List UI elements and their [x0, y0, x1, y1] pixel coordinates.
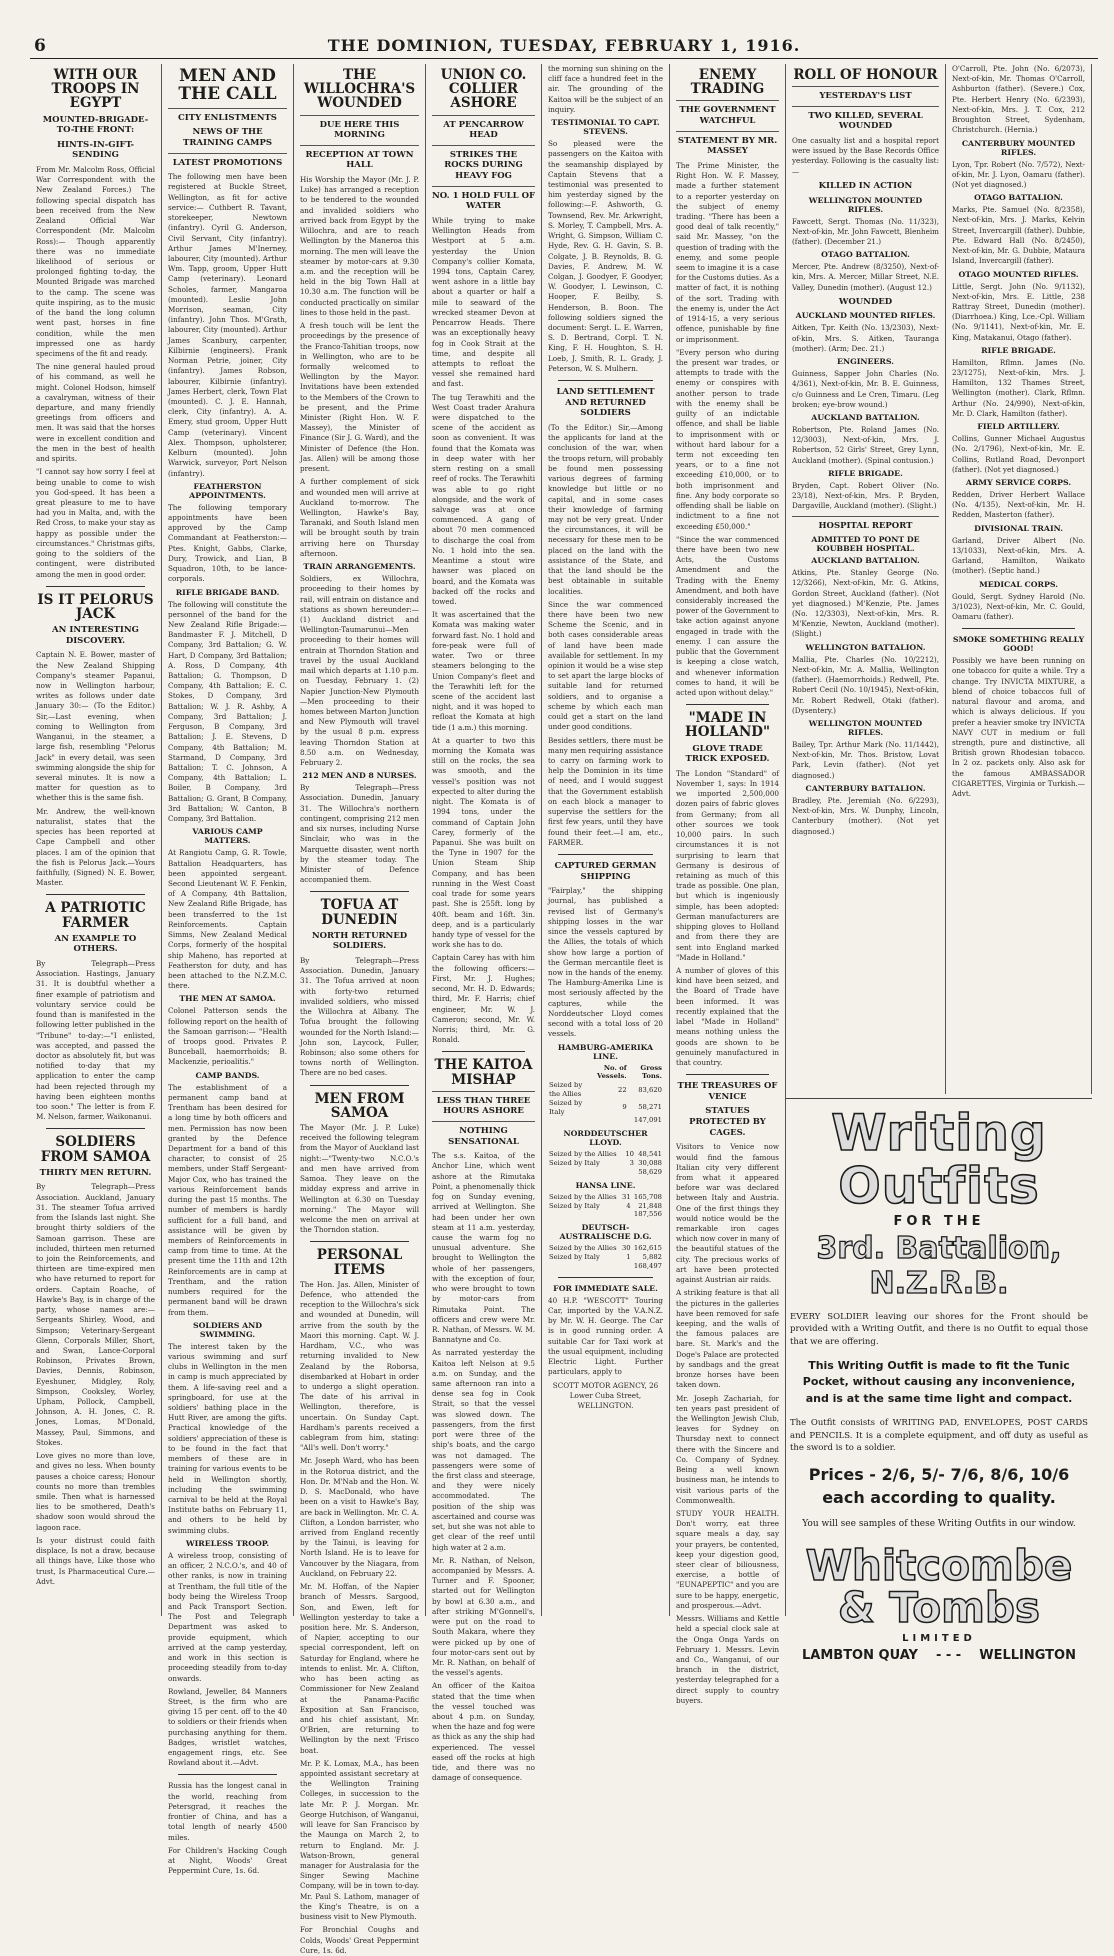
article-text: the morning sun shining on the cliff face a hundred feet in the air. The grounding of the Kaitoa will be the subject of an inquiry.: [548, 64, 663, 114]
subhead: NO. 1 HOLD FULL OF WATER: [432, 186, 535, 212]
article-text: The Hon. Jas. Allen, Minister of Defence, who attended the reception to the Willochra's sick and wounded at Dunedin, will arrive from the south by the Maori this morning. Capt. W. J. Hardham, V.C., who was returning invalided to New Zealand by the Roborsa, disembarked at Hobart in order to undergo a slight operation. The date of his arrival in Wellington, therefore, is uncertain. On Sunday Capt. Hardham's parents received a cablegram from him, stating: "All's well. Don't worry.": [300, 1279, 419, 1453]
article-text: A fresh touch will be lent the proceedings by the presence of the Franco-Tahitian troops, now in Wellington, who are to be formally welcomed to Wellington by the Mayor. Invitations have been extended to the Members of the Crown to be present, and the Prime Minister (Right Hon. W. F. Massey), the Minister of Finance (Sir J. G. Ward), and the Minister of Defence (the Hon. Jas. Allen) will be among those present.: [300, 321, 419, 474]
divider: [558, 854, 653, 855]
unit-heading: AUCKLAND BATTALION.: [811, 556, 920, 566]
table-cell: Seized by the Allies: [549, 1081, 583, 1098]
subhead: STRIKES THE ROCKS DURING HEAVY FOG: [432, 145, 535, 182]
table-cell: 162,615: [633, 1244, 662, 1253]
article-text: The s.s. Kaitoa, of the Anchor Line, which went ashore at the Rimutaka Point, a phenomenally thick fog on Sunday evening, arrived at Wellington. She had been under her own steam at 11 a.m. yesterday, cause the warm fog no unusual adventure. She brought to Wellington the whole of her passengers, with the exception of four, who were brought to town by motor-cars from Rimutaka Point. The officers and crew were Mr. R. Nathan, of Messrs. W. M. Bannatyne and Co.: [432, 1151, 535, 1345]
casualty-entry: Marks, Pte. Samuel (No. 8/2358), Next-of-kin, Mrs. J. Marks, Kelvin Street, Invercargill (father). Dubbie, Pte. Edward Hall (No. 8/2450), Next-of-kin, Mr. G. Dubbie, Mataura Island, Invercargill (father).: [952, 205, 1085, 266]
article-text: The nine general hauled proud of his command, as well he might. Colonel Hodson, himself a cavalryman, witness of their departure, and many friendly greetings from officers and men. It was said that the horses were in excellent condition and the men in the best of health and spirits.: [36, 362, 155, 464]
unit-heading: RIFLE BRIGADE.: [981, 345, 1056, 355]
ad-text: The Outfit consists of WRITING PAD, ENVELOPES, POST CARDS and PENCILS. It is a complete equipment, and off duty as useful as the sword is to a soldier.: [790, 1418, 1088, 1454]
casualty-entry: Mercer, Pte. Andrew (8/3250), Next-of-kin, Mrs. A. Mercer, Millar Street, N.E. Valley, Dunedin (mother). (August 12.): [792, 262, 939, 292]
article-text: From Mr. Malcolm Ross, Official War Correspondent with the New Zealand Forces.) The following special dispatch has been received from the New Zealand Official War Correspondent (Mr. Malcolm Ross):— Though apparently there was no immediate likelihood of serious or prolonged fighting to-day, the Mounted Brigade was marched to the camp. The scene was quite inspiring, as to the music of the band the long column went past, horses in fine condition, while the men impressed one as hardy specimens of the fit and ready.: [36, 165, 155, 358]
subhead: LATEST PROMOTIONS: [168, 153, 287, 169]
shipping-table-australische: [548, 1244, 663, 1270]
article-text: The following will constitute the personnel of the band for the New Zealand Rifle Brigade:—Bandmaster F. J. Mitchell, D Company, 3rd Battalion; G. W. Hart, D Company, 3rd Battalion; A. Ross, D Company, 4th Battalion; G. Thompson, D Company, 4th Battalion; E. C. Stokes, D Company, 3rd Battalion; W. J. R. Ashby, A Company, 3rd Battalion; J. Ferguson, B Company, 3rd Battalion; J. E. Stevens, D Company, 4th Battalion; M. Starmand, D Company, 3rd Battalion; T. C. Johnson, A Company, 4th Battalion; L. Boiler, B Company, 3rd Battalion; G. Grant, B Company, 3rd Battalion; W. Canton, B Company, 3rd Battalion.: [168, 599, 287, 824]
table-cell: 58,629: [638, 1167, 662, 1176]
divider: [686, 704, 769, 705]
subhead: YESTERDAY'S LIST: [792, 86, 939, 102]
article-text: A wireless troop, consisting of an officer, 2 N.C.O.'s, and 40 of other ranks, is now in training at Trentham, the full title of the body being the Wireless Troop and Pack Transport Section. The Post and Telegraph Department was asked to provide equipment, which arrived at the camp yesterday, and work in this section is proceeding steadily from to-day onwards.: [168, 1550, 287, 1683]
table-cell: 30,088: [638, 1159, 662, 1168]
unit-heading: MEDICAL CORPS.: [979, 579, 1058, 589]
subhead: CITY ENLISTMENTS: [168, 108, 287, 124]
casualty-entry: Lyon, Tpr. Robert (No. 7/572), Next-of-kin, Mr. J. Lyon, Oamaru (father). (Not yet diagnosed.): [952, 159, 1085, 189]
section-heading: THE MEN AT SAMOA.: [179, 994, 276, 1004]
unit-heading: AUCKLAND MOUNTED RIFLES.: [795, 311, 936, 321]
divider: [558, 1277, 653, 1278]
headline-collier-ashore: UNION CO. COLLIER ASHORE: [440, 67, 527, 112]
article-text: Since the war commenced there have been two new Scheme the Scenic, and in both cases considerable areas of land have been made available for settlement. In my opinion it would be a wise step to set apart the large blocks of suitable land for returned soldiers, and to organise a scheme by which each man could get a start on the land under good conditions.: [548, 599, 663, 732]
subhead: TWO KILLED, SEVERAL WOUNDED: [792, 106, 939, 132]
table-cell: 3: [629, 1159, 634, 1168]
unit-heading: CANTERBURY MOUNTED RIFLES.: [961, 138, 1076, 157]
subhead: THIRTY MEN RETURN.: [39, 1167, 152, 1178]
column-4: [426, 64, 542, 1783]
advertisement-text: Rowland, Jeweller, 84 Manners Street, is the firm who are giving 15 per cent. off to the 40 to soldiers or their friends when purchasing anything for them. Badges, wristlet watches, engagement rings, etc. See Rowland about it.—Advt.: [168, 1686, 287, 1768]
table-cell: 5,882: [642, 1253, 662, 1262]
headline-kaitoa-mishap: THE KAITOA MISHAP: [434, 1057, 533, 1088]
article-text: Russia has the longest canal in the world, reaching from Petersgrad, it reaches the frontier of China, and has a total length of nearly 4500 miles.: [168, 1781, 287, 1842]
table-cell: 48,541: [638, 1150, 662, 1159]
section-heading: TRAIN ARRANGEMENTS.: [303, 562, 416, 572]
subhead: HINTS-IN-GIFT-SENDING: [56, 139, 135, 161]
tobacco-ad-heading: SMOKE SOMETHING REALLY GOOD!: [952, 635, 1085, 654]
section-heading: FEATHERSTON APPOINTMENTS.: [189, 481, 266, 500]
casualty-entry: Hamilton, Rflmn. James (No. 23/1275), Next-of-kin, Mrs. J. Hamilton, 132 Thames Street, Wellington (mother). Clark, Rflmn. Arthur (No. 24/990), Next-of-kin, Mr. D. Clark, Hamilton (father).: [952, 357, 1085, 418]
ad-address-street: LAMBTON QUAY: [802, 1648, 918, 1664]
article-text: Colonel Patterson sends the following report on the health of the Samoan garrison:— "Health of troops good. Privates P. Bunceball, haemorrhoids; B. Mackenzie, perioalitis.": [168, 1006, 287, 1067]
divider: [442, 1051, 525, 1052]
subhead: LAND SETTLEMENT AND RETURNED SOLDIERS: [556, 387, 655, 419]
article-text: By Telegraph—Press Association. Auckland, January 31. The steamer Tofua arrived from the Islands last night. She brought thirty soldiers of the Samoan garrison. These are included, thirteen men returned to join the Reinforcements, and thirteen are time-expired men who have returned to report for orders. Captain Roache, of Hawke's Bay, is in charge of the party, whose names are:—Sergeants Shirley, Wood, and Simpson; Veterinary-Sergeant Glenn, Corporals Miller, Short, and Swan, Lance-Corporal Robinson, Privates Brown, Davies, Dennis, Robinson, Eyeshuner, Midgley, Roly, Simpson, Cooksley, Worley, Upham, Pollock, Campbell, Johnson, A. H. Jones, C. R. Jones, Lomas, M'Donald, Massey, Paul, Simmons, and Stokes.: [36, 1182, 155, 1447]
section-heading: TESTIMONIAL TO CAPT. STEVENS.: [551, 118, 660, 137]
article-text: A further complement of sick and wounded men will arrive at Auckland to-morrow. The Wellington, Hawke's Bay, Taranaki, and South Island men will be brought south by train arriving here on Thursday afternoon.: [300, 477, 419, 558]
table-title: NORDDEUTSCHER LLOYD.: [563, 1129, 648, 1148]
subhead: STATUES PROTECTED BY CAGES.: [689, 1106, 766, 1138]
article-text: His Worship the Mayor (Mr. J. P. Luke) has arranged a reception to be tendered to the wounded and invalided soldiers who arrived back from Egypt by the Willochra, and are to reach Wellington by the Maneroa this morning. The men will leave the steamer by motor-cars at 9.30 a.m. and the reception will be held in the big Town Hall at 10.30 a.m. The function will be conducted practically on similar lines to those held in the past.: [300, 175, 419, 317]
unit-heading: ENGINEERS.: [837, 357, 894, 367]
article-text: "Since the war commenced there have been two new Acts, the Customs Amendment and the Trading with the Enemy Amendment, and both have considerably increased the power of the Government to take action against anyone engaged in trade with the enemy. I can assure the public that the Government is keeping a close watch, and whenever information comes to hand, it will be acted upon without delay.": [676, 534, 779, 697]
subhead: NOTHING SENSATIONAL: [432, 1121, 535, 1147]
article-text: At Rangiotu Camp, G. R. Towle, Battalion Headquarters, has been appointed sergeant. Second Lieutenant W. F. Fenkin, of A Company, 4th Battalion, New Zealand Rifle Brigade, has been transferred to the 1st Reinforcements. Captain Simms, New Zealand Medical Corps, formerly of the hospital ship Maheno, has reported at Featherston for duty, and has been attached to the N.Z.M.C. there.: [168, 848, 287, 991]
subhead: CAPTURED GERMAN SHIPPING: [554, 860, 657, 882]
advertisement-text: Love gives no more than love, and gives no less. When bounty pauses a choice caress; Honour counts no more than trembles smile. Then what is harnessed lies to be smothered, Death's shadow soon would shroud the lagoon race.: [36, 1451, 155, 1532]
divider: [962, 628, 1075, 629]
section-heading: HOSPITAL REPORT: [792, 516, 939, 532]
article-text: The London "Standard" of November 1, says: In 1914 we imported 2,500,000 dozen pairs of fabric gloves from Germany; from all other sources we took 10,000 pairs. In such circumstances it is not surprising to learn that Germany is desirous of retaining as much of this trade as possible. One plan, but which is ingeniously simple, has been adopted: German manufacturers are shipping gloves to Holland and from there they are sent into England marked "Made in Holland.": [676, 768, 779, 962]
ad-firm-name: Whitcombe & Tombs: [805, 1541, 1073, 1633]
table-cell: Seized by the Allies: [549, 1244, 617, 1253]
article-text: "Every person who during the present war trades, or attempts to trade with the enemy or conspires with another person to trade with the enemy shall be guilty of an indictable offence, and shall be liable to imprisonment with or without hard labour for a term not exceeding ten years, or to a fine not exceeding £10,000, or to both imprisonment and fine. Any body corporate so offending shall be liable on indictment to a fine not exceeding £50,000.": [676, 347, 779, 531]
article-text: Besides settlers, there must be many men requiring assistance to carry on farming work to help the Dominion in its time of need, and I would suggest that the Government establish on each block a manager to supervise the settlers for the first few years, until they have found their feet.—I am, etc., FARMER.: [548, 735, 663, 847]
table-cell: [623, 1168, 635, 1177]
article-text: By Telegraph—Press Association. Hastings, January 31. It is doubtful whether a finer example of patriotism and voluntary service could be found than is manifested in the following letter published in the "Tribune" to-day:—"I enlisted, was accepted, and passed the doctor as absolutely fit, but was notified to-day that my application to enter the camp had been rejected through my having been eighteen months too soon." The letter is from F. M. Nelson, farmer, Waikonanui.: [36, 958, 155, 1122]
unit-heading: OTAGO MOUNTED RIFLES.: [958, 269, 1079, 279]
unit-heading: DIVISIONAL TRAIN.: [974, 523, 1063, 533]
headline-willochra-wounded: THE WILLOCHRA'S WOUNDED: [303, 67, 416, 112]
divider: [310, 1085, 409, 1086]
article-text: At a quarter to two this morning the Komata was still on the rocks, the sea was smooth, and the vessel's position was not expected to alter during the night. The Komata is of 1994 tons, under the command of Captain John Carey, formerly of the Papanui. She was built on the Tyne in 1907 for the Union Steam Ship Company, and has been running in the West Coast coal trade for some years past. She is 255ft. long by 40ft. beam and 16ft. 3in. deep, and is a particularly handy type of vessel for the work she has to do.: [432, 735, 535, 950]
article-text: (To the Editor.) Sir,—Among the applicants for land at the conclusion of the war, when the troops return, will probably be found men possessing various degrees of farming knowledge but little or no capital, and in some cases their knowledge of farming may not be very great. Under the circumstances, it will be necessary for these men to be placed on the land with the assistance of the State, and that the land should be the best obtainable in suitable localities.: [548, 423, 663, 596]
table-header: No. of Vessels.: [596, 1063, 627, 1081]
ad-unit: 3rd. Battalion, N.Z.R.B.: [816, 1231, 1062, 1301]
article-text: A number of gloves of this kind have been seized, and the Board of Trade have been informed. It was recently explained that the label "Made in Holland" means nothing unless the goods are shown to be genuinely manufactured in that country.: [676, 965, 779, 1067]
column-1: [30, 64, 162, 1616]
table-cell: 9: [622, 1103, 627, 1112]
column-5: [542, 64, 670, 1616]
unit-heading: RIFLE BRIGADE.: [828, 468, 903, 478]
article-text: The tug Terawhiti and the West Coast trader Arahura were dispatched to the scene of the accident as soon as convenient. It was found that the Komata was in deep water with her stern resting on a small reef of rocks. The Terawhiti was able to go right alongside, and the work of salvage was at once commenced. A gang of about 70 men commenced to discharge the coal from No. 1 hold into the sea. Meantime a stout wire hawser was placed on board, and the Komata was backed off the rocks and towed.: [432, 392, 535, 606]
table-cell: Seized by Italy: [549, 1253, 600, 1262]
shipping-table-lloyd: [548, 1150, 663, 1176]
casualty-entry: Collins, Gunner Michael Augustus (No. 2/1796), Next-of-kin, Mr. E. Collins, Rutland Road, Devonport (father). (Not yet diagnosed.): [952, 434, 1085, 474]
table-cell: [548, 1210, 621, 1219]
subhead: AN INTERESTING DISCOVERY.: [52, 625, 139, 646]
shipping-table-hansa: [548, 1193, 663, 1219]
unit-heading: WELLINGTON MOUNTED RIFLES.: [808, 195, 923, 214]
headline-treasures-venice: THE TREASURES OF VENICE: [677, 1081, 778, 1102]
unit-heading: AUCKLAND BATTALION.: [811, 413, 920, 423]
article-text: A striking feature is that all the pictures in the galleries have been removed for safe keeping, and the walls of the famous palaces are bare. St. Mark's and the Doge's Palace are protected by sandbags and the great bronze horses have been taken down.: [676, 1288, 779, 1390]
casualty-entry: Robertson, Pte. Roland James (No. 12/3003), Next-of-kin, Mrs. J. Robertson, 52 Girls' Street, Grey Lynn, Auckland (mother). (Spinal contusion.): [792, 425, 939, 465]
divider: [310, 891, 409, 892]
headline-pelorus-jack: IS IT PELORUS JACK: [37, 591, 154, 622]
section-heading: CAMP BANDS.: [195, 1070, 260, 1080]
table-cell: Seized by Italy: [549, 1098, 583, 1116]
table-cell: 58,271: [638, 1103, 662, 1112]
table-cell: 22: [618, 1085, 627, 1094]
section-heading: RIFLE BRIGADE BAND.: [175, 587, 280, 597]
section-heading: SOLDIERS AND SWIMMING.: [192, 1320, 263, 1339]
article-text: While trying to make Wellington Heads from Westport at 5 a.m. yesterday the Union Company's collier Komata, 1994 tons, Captain Carey, went ashore in a little bay about a quarter or half a mile to seaward of the wrecked steamer Devon at Pencarrow Heads. There was an exceptionally heavy fog in Cook Strait at the time, and despite all attempts to refloat the vessel she remained hard and fast.: [432, 215, 535, 389]
table-cell: 168,497: [633, 1261, 662, 1270]
table-cell: 21,848: [638, 1201, 662, 1210]
casualty-entry: Redden, Driver Herbert Wallace (No. 4/135), Next-of-kin, Mr. H. Redden, Masterton (father).: [952, 490, 1085, 520]
subhead: AN EXAMPLE TO OTHERS.: [54, 933, 137, 955]
article-text: Mr. Joseph Zachariah, for ten years past president of the Wellington Jewish Club, leaves for Sydney on Thursday next to connect there with the Sincere and Co. Company of Sydney. Being a well known business man, he intends to visit various parts of the Commonwealth.: [676, 1393, 779, 1505]
subhead: NORTH RETURNED SOLDIERS.: [311, 930, 408, 952]
article-text: It was ascertained that the Komata was making water forward fast. No. 1 hold and fore-peak were full of water. Two or three steamers belonging to the Union Company's fleet and the Terawhiti left for the scene of the accident last night, and it was hoped to refloat the Komata at high tide (1 a.m.) this morning.: [432, 610, 535, 732]
table-cell: Seized by the Allies: [549, 1150, 617, 1159]
casualty-entry: Mallia, Pte. Charles (No. 10/2212), Next-of-kin, Mr. A. Mallia, Wellington (father). (Haemorrhoids.) Redwell, Pte. Robert Cecil (No. 10/1945), Next-of-kin, Mr. Robert Redwell, Otaki (father). (Dysentery.): [792, 654, 939, 715]
advertisement-address: SCOTT MOTOR AGENCY, 26 Lower Cuba Street, WELLINGTON.: [552, 1380, 659, 1410]
headline-roll-of-honour: ROLL OF HONOUR: [793, 67, 938, 83]
casualty-entry: Aitken, Tpr. Keith (No. 13/2303), Next-of-kin, Mrs. S. Aitken, Tauranga (mother). (Arm; Dec. 21.): [792, 323, 939, 353]
headline-tofua-dunedin: TOFUA AT DUNEDIN: [320, 897, 399, 928]
subhead: THE GOVERNMENT WATCHFUL: [676, 100, 779, 126]
article-text: Mr. P. K. Lomax, M.A., has been appointed assistant secretary at the Wellington Training Colleges, in succession to the late Mr. P. J. Morgan. Mr. George Hutchison, of Wanganui, will leave for San Francisco by the Maunga on March 2, to return to England. Mr. J. Watson-Brown, general manager for Australasia for the Singer Sewing Machine Company, will be in town to-day. Mr. Paul S. Lathom, manager of the King's Theatre, is on a business visit to New Plymouth.: [300, 1758, 419, 1922]
headline-personal-items: PERSONAL ITEMS: [316, 1247, 403, 1278]
article-text: Mr. M. Hoffan, of the Napier branch of Messrs. Sargood, Son, and Ewen, left for Wellington yesterday to take a position here. Mr. S. Anderson, of Napier, accepting to our special correspondent, left on Saturday for England, where he intends to enlist. Mr. A. Clifton, who has been acting as Commissioner for New Zealand at the Panama-Pacific Exposition at San Francisco, and his chief assistant, Mr. O'Brien, are returning to Wellington by the next 'Frisco boat.: [300, 1582, 419, 1755]
article-text: By Telegraph—Press Association. Dunedin, January 31. The Tofua arrived at noon with forty-two returned invalided soldiers, who missed the Willochra at Albany. The Tofua brought the following wounded for the North Island:—John son, Laycock, Fuller, Robinson; also some others for towns north of Wellington. There are no bed cases.: [300, 956, 419, 1078]
article-text: The Mayor (Mr. J. P. Luke) received the following telegram from the Mayor of Auckland last night:—"Twenty-two N.C.O.'s and men have arrived from Samoa. They leave on the midday express and arrive in Wellington at 6.30 on Tuesday morning." The Mayor will welcome the men on arrival at the Thorndon station.: [300, 1123, 419, 1235]
article-text: An officer of the Kaitoa stated that the time when the vessel touched was about 4 p.m. on Sunday, when the haze and fog were as thick as any the ship had experienced. The vessel eased off the rocks at high tide, and there was no damage of consequence.: [432, 1681, 536, 1783]
table-cell: [548, 1262, 621, 1271]
article-text: Soldiers, ex Willochra, proceeding to their homes by rail, will entrain on distance and stations as shown hereunder:—(1) Auckland district and Wellington-Taumarunui—Men proceeding to their homes will entrain at Thorndon Station and travel by the usual Auckland mail which departs at 1.10 p.m. on Tuesday, February 1. (2) Napier Junction-New Plymouth—Men proceeding to their homes between Marton Junction and New Plymouth will travel by the usual 8 p.m. express leaving Thorndon Station at 8.50 a.m. on Wednesday, February 2.: [300, 574, 419, 768]
ad-title: Writing Outfits: [831, 1104, 1047, 1215]
subhead: DUE HERE THIS MORNING: [300, 115, 419, 141]
table-cell: 31: [621, 1192, 631, 1201]
unit-heading: WELLINGTON MOUNTED RIFLES.: [808, 719, 923, 738]
section-heading: WOUNDED: [838, 296, 893, 307]
table-cell: Seized by the Allies: [549, 1192, 617, 1201]
ad-samples: You will see samples of these Writing Outfits in our window.: [802, 1519, 1076, 1530]
divider: [46, 586, 145, 587]
unit-heading: OTAGO BATTALION.: [974, 193, 1063, 203]
article-text: Messrs. Williams and Kettle held a special clock sale at the Onga Onga Yards on February 1. Messrs. Levin and Co., Wanganui, of our branch in the district, yesterday telegraphed for a direct supply to country buyers.: [676, 1614, 779, 1705]
headline-men-from-samoa: MEN FROM SAMOA: [314, 1090, 405, 1121]
divider: [46, 1128, 145, 1129]
table-cell: 165,708: [633, 1192, 662, 1201]
article-text: The following temporary appointments have been approved by the Camp Commandant at Featherston:—Ptes. Knight, Gabbs, Clarke, Dury, Trowick, and Lian, B Squadron, 10th, to be lance-corporals.: [168, 502, 287, 584]
column-7: [786, 64, 946, 1094]
casualty-entry: Bryden, Capt. Robert Oliver (No. 23/18), Next-of-kin, Mrs. P. Bryden, Dargaville, Auckland (mother). (Slight.): [792, 480, 939, 511]
article-text: Captain Carey has with him the following officers:—First, Mr. J. Hughes; second, Mr. H. D. Edwards; third, Mr. F. Harris; chief engineer, Mr. W. J. Cameron; second, Mr. W. Norris; third, Mr. G. Ronald.: [432, 953, 535, 1045]
advertisement-text: For Bronchial Coughs and Colds, Woods' Great Peppermint Cure, 1s. 6d.: [300, 1925, 419, 1955]
column-3: [294, 64, 426, 1955]
table-cell: Seized by Italy: [549, 1159, 600, 1168]
divider: [310, 1241, 409, 1242]
unit-heading: CANTERBURY BATTALION.: [805, 783, 926, 793]
table-title: DEUTSCH-AUSTRALISCHE D.G.: [559, 1223, 652, 1242]
table-cell: 30: [621, 1244, 631, 1253]
article-text: Mr. R. Nathan, of Nelson, accompanied by Messrs. A. Turner and F. Spooner, started out for Wellington by bowl at 6.30 a.m., and after striking M'Gonnell's, were put on the road to South Makara, where they were picked up by one of four motor-cars sent out by Mr. R. Nathan, on behalf of the vessel's agents.: [432, 1555, 535, 1678]
ad-text: EVERY SOLDIER leaving our shores for the Front should be provided with a Writing Outfit, and there is no Outfit to equal those that we are offering.: [790, 1312, 1088, 1347]
section-heading: WIRELESS TROOP.: [185, 1538, 270, 1548]
headline-troops-egypt: WITH OUR TROOPS IN EGYPT: [51, 67, 140, 112]
section-heading: 212 MEN AND 8 NURSES.: [302, 771, 417, 781]
subhead: AT PENCARROW HEAD: [432, 115, 535, 141]
ad-limited: LIMITED: [902, 1633, 976, 1645]
advertisement-text: Is your distrust could faith displace, Is not a draw, because all things have, Like those who trust, Is Pharmaceutical Cure.—Advt.: [36, 1535, 155, 1586]
table-cell: 1: [626, 1253, 631, 1262]
column-8: [946, 64, 1092, 1094]
ad-for: FOR THE: [893, 1214, 985, 1229]
table-cell: 4: [626, 1201, 631, 1210]
table-header: Gross Tons.: [640, 1063, 662, 1081]
article-text: "I cannot say how sorry I feel at being unable to come to wish you God-speed. It has been a great pleasure to me to have had you in Malta, and, with the Red Cross, to make your stay as happy as possible under the circumstances." Christmas gifts, going to the soldiers of the contingent, were distributed among the men in good order.: [36, 467, 155, 579]
table-cell: 147,091: [633, 1116, 662, 1125]
ad-prices: Prices - 2/6, 5/- 7/6, 8/6, 10/6 each according to quality.: [808, 1465, 1070, 1507]
section-heading: KILLED IN ACTION: [818, 180, 913, 191]
article-text: As narrated yesterday the Kaitoa left Nelson at 9.5 a.m. on Sunday, and the same afternoon ran into a dense sea fog in Cook Strait, so that the vessel was slowed down. The passengers, from the first port were three of the ship's boats, and the cargo was not damaged. The passengers were some of the first class and steerage, and they were nicely accommodated. The position of the ship was ascertained and course was set, but she was not able to get clear of the reef until high water at 2 a.m.: [432, 1348, 535, 1552]
divider: [46, 894, 145, 895]
subhead: STATEMENT BY MR. MASSEY: [676, 131, 779, 157]
article-text: Mr. Andrew, the well-known naturalist, states that the species has been reported at Cape Campbell and other places. I am of the opinion that the fish is Pelorus Jack.—Yours faithfully, (Signed) N. E. Bower, Master.: [36, 806, 155, 888]
advertisement-text: For Children's Hacking Cough at Night, Woods' Great Peppermint Cure, 1s. 6d.: [168, 1845, 287, 1876]
unit-heading: WELLINGTON BATTALION.: [805, 642, 926, 652]
divider: [178, 1774, 277, 1775]
ad-highlight: This Writing Outfit is made to fit the Tunic Pocket, without causing any inconvenience, and is at the same time light and compact.: [802, 1358, 1076, 1405]
table-cell: 10: [625, 1150, 634, 1159]
casualty-entry: Garland, Driver Albert (No. 13/1033), Next-of-kin, Mrs. A. Garland, Hamilton, Waikato (mother). (Septic hand.): [952, 535, 1085, 576]
table-title: HAMBURG-AMERIKA LINE.: [557, 1042, 654, 1061]
casualty-entry: Gould, Sergt. Sydney Harold (No. 3/1023), Next-of-kin, Mr. C. Gould, Oamaru (father).: [952, 591, 1085, 621]
section-heading: VARIOUS CAMP MATTERS.: [192, 827, 263, 846]
unit-heading: ARMY SERVICE CORPS.: [965, 478, 1072, 487]
casualty-entry: Atkins, Pte. Stanley George (No. 12/3266), Next-of-kin, Mr. G. Atkins, Gordon Street, Auckland (father). (Not yet diagnosed.) M'Kenzie, Pte. James (No. 12/3303), Next-of-kin, Mrs. R. M'Kenzie, Newton, Auckland (mother). (Slight.): [792, 568, 939, 639]
article-text: Captain N. E. Bower, master of the New Zealand Shipping Company's steamer Papanui, now in Wellington harbour, writes as follows under date January 30:— (To the Editor.) Sir,—Last evening, when coming to Wellington from Wanganui, in the steamer, a large fish, resembling "Pelorus Jack" in every detail, was seen swimming alongside the ship for several minutes. It is now a matter for question as to whether this is the same fish.: [36, 650, 155, 803]
column-6: [670, 64, 786, 1705]
article-text: By Telegraph—Press Association. Dunedin, January 31. The Willochra's northern contingent, comprising 212 men and six nurses, including Nurse Sinclair, who was in the Marquette disaster, went north by the steamer today. The Minister of Defence accompanied them.: [300, 783, 419, 885]
table-cell: [548, 1168, 623, 1177]
advertisement-text: Possibly we have been running on one tobacco for quite a while. Try a change. Try INVICTA MIXTURE, a blend of choice tobaccos full of natural flavour and aroma, and which is always delicious. If you prefer a heavier smoke try INVICTA NAVY CUT in medium or full strength, pure and distinctive, all British grown Rhodesian tobacco. In 2 oz. packets only. Also ask for the famous AMBASSADOR CIGARETTES, Virginia or Turkish.—Advt.: [952, 656, 1085, 799]
shipping-table-hamburg: [548, 1064, 663, 1126]
subhead: RECEPTION AT TOWN HALL: [300, 145, 419, 171]
sale-heading: FOR IMMEDIATE SALE.: [553, 1283, 658, 1293]
article-text: "Fairplay," the shipping journal, has published a revised list of Germany's shipping losses in the war since the vessels captured by the Allies, the totals of which show how large a portion of the German mercantile fleet is now in the hands of the enemy. The Hamburg-Amerika Line is most seriously affected by the captures, while the Norddeutscher Lloyd comes second with a total loss of 20 vessels.: [548, 886, 663, 1039]
page-number: 6: [34, 36, 46, 56]
unit-heading: OTAGO BATTALION.: [821, 250, 910, 260]
subhead: NEWS OF THE TRAINING CAMPS: [183, 127, 272, 148]
advertisement-text: 40 H.P. "WESCOTT" Touring Car, imported by the V.A.N.Z. by Mr. W. H. George. The Car is in good running order. A suitable Car for Taxi work at the usual equipment, including Electric Light. Further particulars, apply to: [548, 1295, 663, 1377]
divider: [686, 1074, 769, 1075]
masthead: [30, 36, 1098, 59]
article-text: The Prime Minister, the Right Hon. W. F. Massey, made a further statement to a reporter yesterday on the subject of enemy trading. "There has been a good deal of talk recently," said Mr. Massey, "on the question of trading with the enemy, and some people seem to imagine it is a case for the Customs duties. As a matter of fact, it is nothing of the sort. Trading with the enemy is, under the Act of 1914-15, a very serious offence, punishable by fine or imprisonment.: [676, 160, 779, 344]
subhead: GLOVE TRADE TRICK EXPOSED.: [685, 743, 770, 765]
ad-address: [786, 1648, 1092, 1663]
table-cell: Seized by Italy: [549, 1201, 600, 1210]
article-text: The establishment of a permanent camp band at Trentham has been desired for a long time by both officers and men. Permission has now been granted by the Defence Department for a band of this character, to consist of 25 members, under Staff Sergeant-Major Cox, who has trained the various Reinforcement bands during the past 15 months. The number of members is hardly sufficient for a full band, and assistance will be given by members of Reinforcements in camp from time to time. At the present time the 11th and 12th Reinforcements are in camp at Trentham, and the ration numbers required for the permanent band will be drawn from them.: [168, 1082, 287, 1317]
subhead: MOUNTED-BRIGADE-TO-THE FRONT:: [42, 114, 149, 136]
table-title: HANSA LINE.: [575, 1180, 636, 1190]
article-text: Mr. Joseph Ward, who has been in the Rotorua district, and the Hon. Dr. M'Nab and the Hon. W. D. S. MacDonald, who have been on a visit to Hawke's Bay, are back in Wellington. Mr. C. A. Clifton, a London barrister, who arrived from England recently by the Tainui, is leaving for North Island. He is to leave for Vancouver by the Niagara, from Auckland, on February 22.: [300, 1456, 419, 1578]
casualty-entry: Bradley, Pte. Jeremiah (No. 6/2293), Next-of-kin, Mrs. W. Dunphy, Lincoln, Canterbury (mother). (Not yet diagnosed.): [792, 795, 939, 836]
newspaper-title: THE DOMINION, TUESDAY, FEBRUARY 1, 1916.: [327, 36, 801, 55]
table-cell: [588, 1116, 628, 1125]
article-text: So pleased were the passengers on the Kaitoa with the seamanship displayed by Captain Stevens that a testimonial was presented to him yesterday signed by the following:—F. Ashworth, G. Townsend, Rev. Mr. Arkwright, S. Morley, T. Campbell, Mrs. A. Wright, G. Simpson, William C. Hyde, Rev. G. H. Gavin, S. B. Colgate, J. B. Reynolds, B. G. Davies, F. Andrew, M. W. Colgan, J. Goodyer, F. Goodyer, W. Goodyer, I. Lewinson, C. Hooper, F. Beilby, S. Henderson, B. Boon. The following soldiers signed the document: Sergt. L. E. Warren, S. D. Bertrand, Corpl. T. N. King, F. H. Houghton, S. H. Loeb, J. Smith, R. L. Grady, J. Peterson, W. S. Mulhern.: [548, 139, 663, 373]
headline-made-in-holland: "MADE IN HOLLAND": [684, 710, 771, 741]
table-cell: [621, 1210, 632, 1219]
divider: [558, 380, 653, 381]
subhead: LESS THAN THREE HOURS ASHORE: [432, 1091, 535, 1117]
casualty-entry: Fawcett, Sergt. Thomas (No. 11/323), Next-of-kin, Mr. John Fawcett, Blenheim (father). (December 21.): [792, 216, 939, 246]
unit-heading: ADMITTED TO PONT DE KOUBBEH HOSPITAL.: [811, 535, 920, 554]
article-text: Visitors to Venice now would find the famous Italian city very different from what it appeared before war was declared between Italy and Austria. One of the first things they would notice would be the remarkable iron cages which now cover in many of the beautiful statues of the city. The precious works of art have been protected against Austrian air raids.: [676, 1142, 779, 1285]
article-text: The interest taken by the various swimming and surf clubs in Wellington in the men in camp is much appreciated by them. A life-saving reel and a springboard, for use at the soldiers' bathing place in the Hutt River, are among the gifts. Practical knowledge of the soldiers' appreciation of these is to be found in the fact that members of these are in training for various events to be held in Wellington shortly, including the swimming carnival to be held at the Royal Institute baths on February 11, and others to be held by swimming clubs.: [168, 1341, 287, 1535]
table-cell: [621, 1262, 632, 1271]
casualty-entry: Bailey, Tpr. Arthur Mark (No. 11/1442), Next-of-kin, Mr. Thos. Bristow, Lovat Park, Levin (father). (Not yet diagnosed.): [792, 740, 939, 780]
unit-heading: FIELD ARTILLERY.: [977, 422, 1060, 432]
casualty-entry: Little, Sergt. John (No. 9/1132), Next-of-kin, Mrs. E. Little, 238 Rattray Street, Dunedin (mother). (Diarrhoea.) King, Lce.-Cpl. William (No. 9/1141), Next-of-kin, Mr. E. King, Matakanui, Otago (father).: [952, 281, 1085, 342]
table-cell: 187,556: [633, 1210, 662, 1219]
headline-enemy-trading: ENEMY TRADING: [690, 67, 765, 98]
table-header: [548, 1064, 588, 1082]
ad-address-dashes: - - -: [935, 1648, 962, 1664]
advertisement-text: STUDY YOUR HEALTH. Don't worry, eat three square meals a day, say your prayers, be contented, keep your digestion good, steer clear of biliousness, exercise, a bottle of "EUNAPEPTIC" and you are sure to be happy, energetic, and prosperous.—Advt.: [676, 1508, 779, 1610]
ad-address-city: WELLINGTON: [979, 1648, 1076, 1664]
article-text: One casualty list and a hospital report were issued by the Base Records Office yesterday. Following is the casualty list:—: [792, 136, 939, 176]
table-cell: [548, 1116, 588, 1125]
column-2: [162, 64, 294, 1876]
headline-soldiers-samoa: SOLDIERS FROM SAMOA: [40, 1134, 151, 1165]
headline-patriotic-farmer: A PATRIOTIC FARMER: [45, 900, 146, 931]
table-cell: 83,620: [638, 1085, 662, 1094]
writing-outfits-advertisement: [786, 1098, 1092, 1664]
casualty-entry: Guinness, Sapper John Charles (No. 4/361), Next-of-kin, Mr. B. E. Guinness, c/o Guinness and Le Cren, Timaru. (Leg broken; eye-brow wound.): [792, 369, 939, 409]
article-text: The following men have been registered at Buckle Street, Wellington, as fit for active service:— Cuthbert R. Tavant, storekeeper, Newtown (infantry). Cyril G. Anderson, Civil Servant, City (infantry). Arthur James M'Inerney, labourer, City (mounted). Arthur Wm. Tapp, groom, Upper Hutt Camp (veterinary). Leonard Scholes, farmer, Mangaroa (mounted). Leslie John Morrison, seaman, City (infantry). John Thos. M'Grath, labourer, City (mounted). Arthur James Scanbury, carpenter, Kilbirnie (engineers). Frank Norman Petrie, joiner, City (infantry). James Robson, labourer, Kilbirnie (infantry). James Herbert, clerk, Town Flat (mounted). C. J. E. Hannah, clerk, City (infantry). A. A. Emery, stud groom, Upper Hutt Camp (veterinary). Vincent Alex. Thompson, upholsterer, Kelburn (mounted). John Warwick, surveyor, Port Nelson (infantry).: [168, 172, 287, 478]
casualty-entry: O'Carroll, Pte. John (No. 6/2073), Next-of-kin, Mr. Thomas O'Carroll, Ashburton (father). (Severe.) Cox, Pte. Herbert Henry (No. 6/2393), Next-of-kin, Mrs. J. T. Cox, 212 Broughton Street, Sydenham, Christchurch. (Hernia.): [952, 64, 1085, 135]
headline-men-and-the-call: MEN AND THE CALL: [178, 66, 277, 104]
